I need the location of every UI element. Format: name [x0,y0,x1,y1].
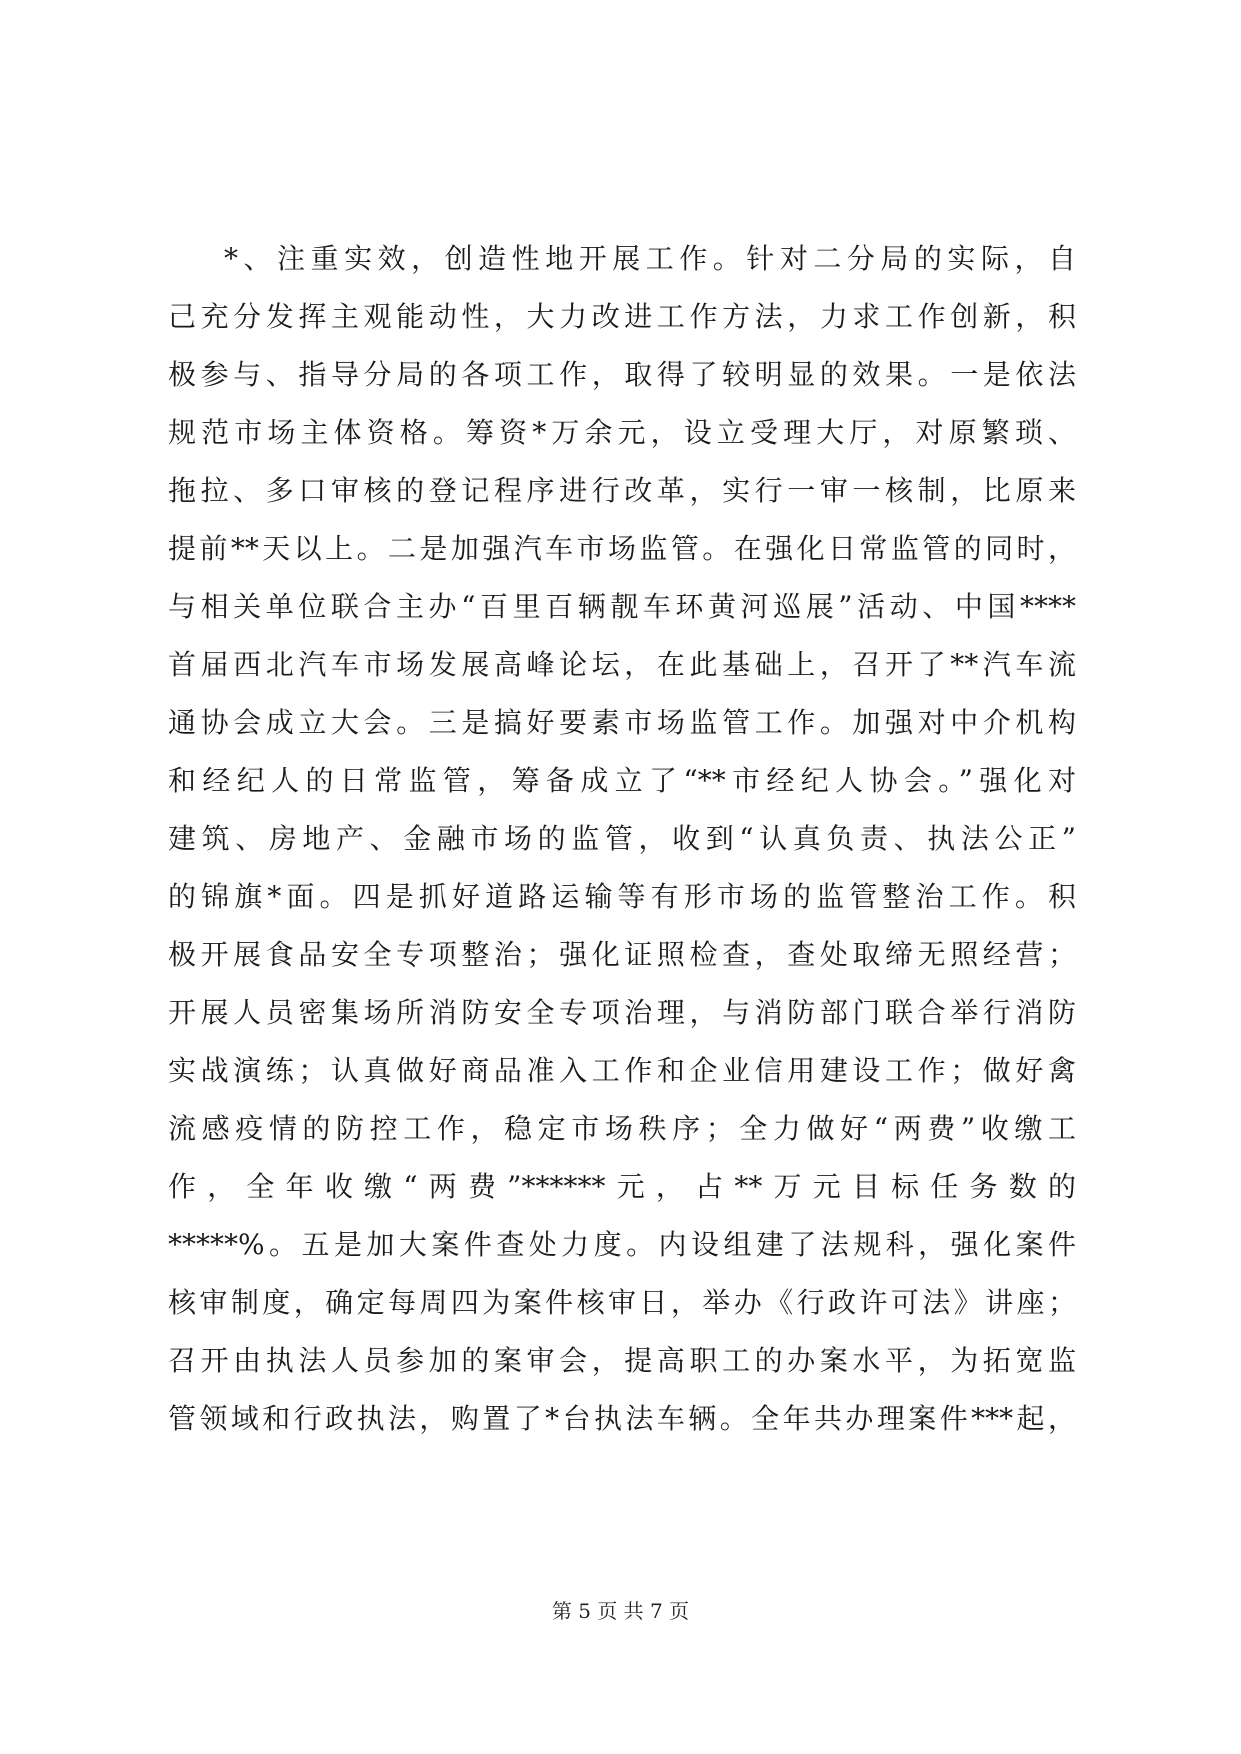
text-line: 首届西北汽车市场发展高峰论坛，在此基础上，召开了**汽车流 [168,648,1076,681]
text-line: *****%。五是加大案件查处力度。内设组建了法规科，强化案件 [168,1228,1076,1261]
text-line: 作，全年收缴“两费”******元，占**万元目标任务数的 [168,1170,1076,1203]
text-line: *、注重实效，创造性地开展工作。针对二分局的实际，自 [224,242,1076,275]
text-line: 和经纪人的日常监管，筹备成立了“**市经纪人协会。”强化对 [168,764,1076,797]
text-line: 开展人员密集场所消防安全专项治理，与消防部门联合举行消防 [168,996,1076,1029]
text-line: 实战演练；认真做好商品准入工作和企业信用建设工作；做好禽 [168,1054,1076,1087]
text-line: 提前**天以上。二是加强汽车市场监管。在强化日常监管的同时， [168,532,1076,565]
text-line: 己充分发挥主观能动性，大力改进工作方法，力求工作创新，积 [168,300,1076,333]
text-line: 的锦旗*面。四是抓好道路运输等有形市场的监管整治工作。积 [168,880,1076,913]
text-line: 拖拉、多口审核的登记程序进行改革，实行一审一核制，比原来 [168,474,1076,507]
text-line: 与相关单位联合主办“百里百辆靓车环黄河巡展”活动、中国**** [168,590,1076,623]
text-line: 极开展食品安全专项整治；强化证照检查，查处取缔无照经营； [168,938,1076,971]
text-line: 核审制度，确定每周四为案件核审日，举办《行政许可法》讲座； [168,1286,1076,1319]
text-line: 通协会成立大会。三是搞好要素市场监管工作。加强对中介机构 [168,706,1076,739]
text-line: 极参与、指导分局的各项工作，取得了较明显的效果。一是依法 [168,358,1076,391]
text-line: 流感疫情的防控工作，稳定市场秩序；全力做好“两费”收缴工 [168,1112,1076,1145]
page-number-footer: 第 5 页 共 7 页 [551,1599,690,1623]
text-line: 召开由执法人员参加的案审会，提高职工的办案水平，为拓宽监 [168,1344,1076,1377]
text-line: 管领域和行政执法，购置了*台执法车辆。全年共办理案件***起， [168,1402,1076,1435]
body-paragraph [168,230,1076,1448]
text-line: 建筑、房地产、金融市场的监管，收到“认真负责、执法公正” [168,822,1076,855]
text-line: 规范市场主体资格。筹资*万余元，设立受理大厅，对原繁琐、 [168,416,1076,449]
